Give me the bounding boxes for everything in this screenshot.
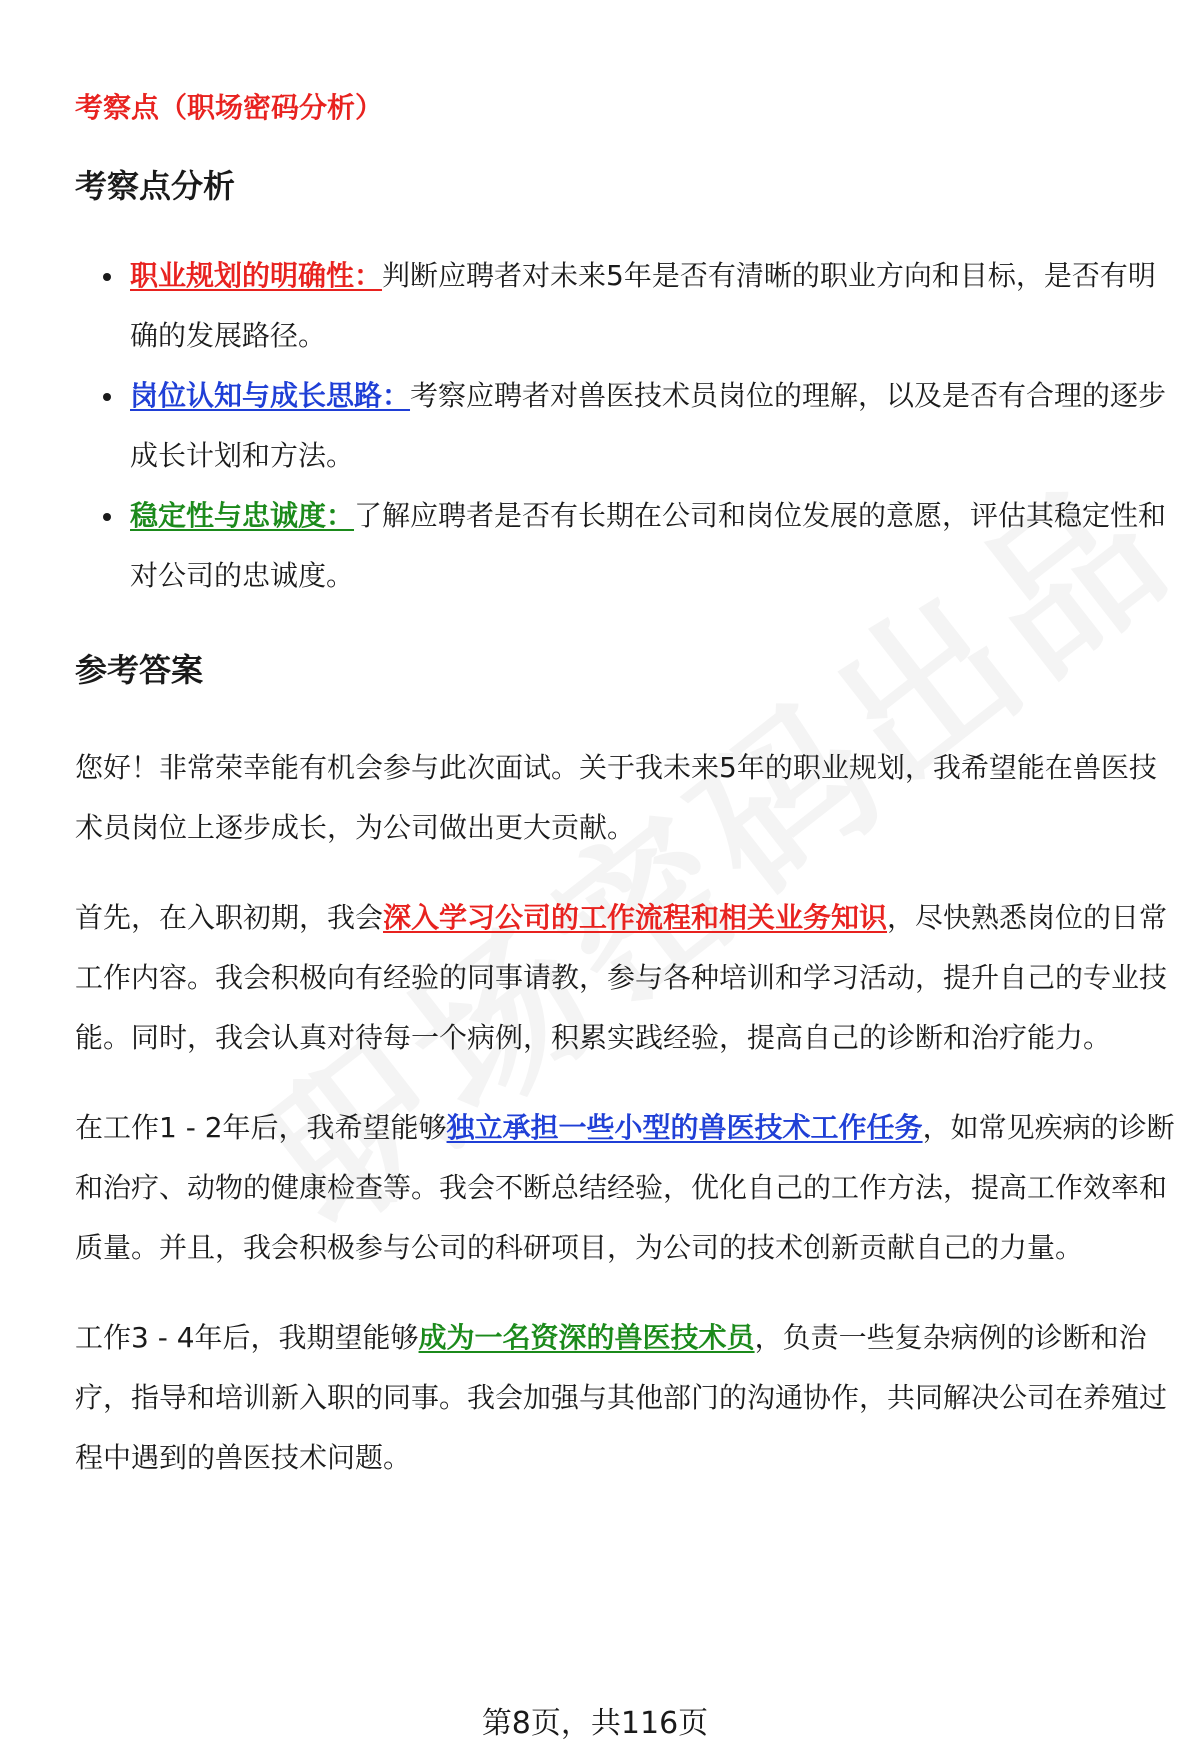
paragraph-text: ，负责一些复杂病例的诊断和治疗，指导和培训新入职的同事。我会加强与其他部门的沟通协作，共同解决公司在养殖过程中遇到的兽医技术问题。 [75, 1321, 1168, 1474]
answer-paragraph [75, 738, 1175, 858]
point-keyword: 稳定性与忠诚度： [130, 499, 355, 532]
analysis-point [75, 246, 1175, 366]
answer-heading: 参考答案 [75, 651, 204, 689]
document-page [75, 80, 1175, 1488]
paragraph-text: 在工作1 - 2年后，我希望能够 [75, 1111, 447, 1144]
top-title: 考察点（职场密码分析） [75, 91, 384, 124]
answer-paragraph [75, 888, 1175, 1068]
paragraph-text: 首先，在入职初期，我会 [75, 901, 384, 934]
analysis-point-list [75, 246, 1175, 606]
page-number: 第8页，共116页 [481, 1706, 709, 1741]
analysis-point [75, 486, 1175, 606]
highlight-phrase: 深入学习公司的工作流程和相关业务知识 [383, 901, 888, 934]
point-keyword: 岗位认知与成长思路： [130, 379, 411, 412]
answer-paragraph [75, 1098, 1175, 1278]
bullet-icon [103, 393, 111, 401]
bullet-icon [103, 273, 111, 281]
paragraph-text: ，尽快熟悉岗位的日常工作内容。我会积极向有经验的同事请教，参与各种培训和学习活动，提升自己的专业技能。同时，我会认真对待每一个病例，积累实践经验，提高自己的诊断和治疗能力。 [75, 901, 1168, 1054]
answer-paragraph [75, 1308, 1175, 1488]
paragraph-text: ，如常见疾病的诊断和治疗、动物的健康检查等。我会不断总结经验，优化自己的工作方法，提高工作效率和质量。并且，我会积极参与公司的科研项目，为公司的技术创新贡献自己的力量。 [75, 1111, 1175, 1264]
paragraph-text: 工作3 - 4年后，我期望能够 [75, 1321, 419, 1354]
analysis-point [75, 366, 1175, 486]
highlight-phrase: 独立承担一些小型的兽医技术工作任务 [446, 1111, 923, 1144]
point-text: 了解应聘者是否有长期在公司和岗位发展的意愿，评估其稳定性和对公司的忠诚度。 [130, 499, 1167, 592]
analysis-heading: 考察点分析 [75, 167, 236, 205]
paragraph-text: 您好！非常荣幸能有机会参与此次面试。关于我未来5年的职业规划，我希望能在兽医技术员岗位上逐步成长，为公司做出更大贡献。 [75, 751, 1157, 844]
highlight-phrase: 成为一名资深的兽医技术员 [418, 1321, 755, 1354]
point-text: 考察应聘者对兽医技术员岗位的理解，以及是否有合理的逐步成长计划和方法。 [130, 379, 1167, 472]
bullet-icon [103, 513, 111, 521]
point-keyword: 职业规划的明确性： [130, 259, 383, 292]
point-text: 判断应聘者对未来5年是否有清晰的职业方向和目标，是否有明确的发展路径。 [130, 259, 1156, 352]
